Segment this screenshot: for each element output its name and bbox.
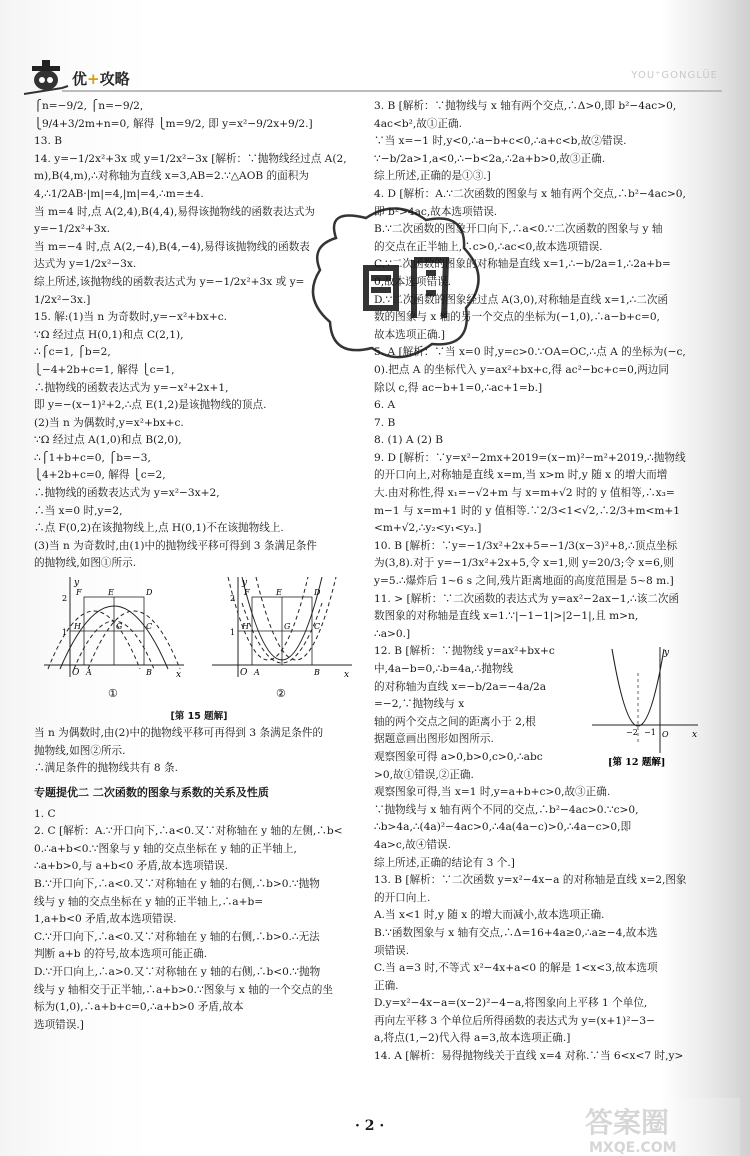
text-line: ∴⎧c=1, ⎧b=2, bbox=[34, 346, 111, 359]
text-line: 2. C [解析：A.∵开口向下,∴a<0.又∵对称轴在 y 轴的左侧,∴b< bbox=[34, 825, 343, 838]
text-line: 观察图象可得,当 x=1 时,y=a+b+c>0,故③正确. bbox=[374, 786, 611, 799]
text-line: m−1 与 x=m+1 时的 y 值相等.∵2/3<1<√2,∴2/3+m<m+1 bbox=[374, 504, 681, 517]
text-line: 再向左平移 3 个单位后所得函数的表达式为 y=(x+1)²−3− bbox=[374, 1014, 655, 1027]
svg-text:B: B bbox=[146, 668, 152, 678]
left-after-figure bbox=[34, 725, 364, 778]
header-pinyin: YOU⁺GONGLÜE bbox=[631, 70, 718, 81]
text-line: a,将点(1,−2)代入得 a=3,故本选项正确.] bbox=[374, 1032, 571, 1045]
text-line: C.∵开口向下,∴a<0.又∵对称轴在 y 轴的右侧,∴b>0.∴无法 bbox=[34, 930, 320, 943]
text-line: D.∵二次函数的图象经过点 A(3,0),对称轴是直线 x=1,∴二次函 bbox=[374, 293, 669, 306]
text-line: 4,∴1/2AB·|m|=4,|m|=4,∴m=±4. bbox=[34, 187, 204, 200]
text-line: 的开口向上. bbox=[374, 891, 431, 904]
text-line: y=5.∴爆炸后 1~6 s 之间,残片距离地面的高度范围是 5~8 m.] bbox=[374, 575, 674, 588]
text-line: 6. A bbox=[374, 399, 396, 412]
svg-text:O: O bbox=[240, 668, 248, 679]
text-line: >0,故①错误,②正确. bbox=[374, 768, 474, 781]
svg-text:E: E bbox=[276, 588, 282, 598]
svg-text:−1: −1 bbox=[644, 728, 656, 738]
svg-text:x: x bbox=[176, 670, 182, 681]
text-line: ∴当 x=0 时,y=2, bbox=[34, 504, 123, 517]
svg-text:−2: −2 bbox=[626, 728, 638, 738]
figure-15-label-2: ② bbox=[276, 687, 286, 701]
figure-15 bbox=[34, 573, 364, 701]
text-line: 轴的两个交点之间的距离小于 2,根 bbox=[374, 715, 536, 728]
text-line: 当 m=−4 时,点 A(2,−4),B(4,−4),易得该抛物线的函数表 bbox=[34, 240, 310, 253]
text-line: B.∵函数图象与 x 轴有交点,∴Δ=16+4a≥0,∴a≥−4,故本选 bbox=[374, 926, 658, 939]
svg-text:G: G bbox=[284, 622, 291, 632]
text-line: 0.∴a+b<0.∵图象与 y 轴的交点坐标在 y 轴的正半轴上, bbox=[34, 842, 297, 855]
text-line: 观察图象可得 a>0,b>0,c>0,∴abc bbox=[374, 750, 543, 763]
text-line: 综上所述,该抛物线的函数表达式为 y=−1/2x²+3x 或 y= bbox=[34, 275, 305, 288]
page-number: · 2 · bbox=[355, 1118, 385, 1134]
section-title: 专题提优二 二次函数的图象与系数的关系及性质 bbox=[34, 786, 269, 799]
svg-text:F: F bbox=[244, 588, 250, 598]
text-line: A.当 x<1 时,y 随 x 的增大而减小,故本选项正确. bbox=[374, 909, 605, 922]
text-line: 的对称轴为直线 x=−b/2a=−4a/2a bbox=[374, 680, 547, 693]
svg-text:D: D bbox=[146, 588, 153, 598]
text-line: 13. B [解析：∵二次函数 y=x²−4x−a 的对称轴是直线 x=2,图象 bbox=[374, 874, 687, 887]
text-line: ⎧n=−9/2, ⎧n=−9/2, bbox=[34, 100, 144, 112]
text-line: ⎩−4+2b+c=1, 解得 ⎩c=1, bbox=[34, 363, 175, 376]
text-line: 11. > [解析：∵二次函数的表达式为 y=ax²−2ax−1,∴该二次函 bbox=[374, 592, 680, 605]
text-line: <m+√2,∴y₂<y₁<y₃.] bbox=[374, 522, 482, 535]
text-line: 据题意画出图形如图所示. bbox=[374, 733, 494, 746]
svg-text:G: G bbox=[116, 622, 123, 632]
figure-15-caption: [第 15 题解] bbox=[170, 710, 228, 722]
text-line: 故本选项正确.] bbox=[374, 328, 446, 341]
text-line: B.∵开口向下,∴a<0.又∵对称轴在 y 轴的右侧,∴b>0.∵抛物 bbox=[34, 877, 320, 890]
text-line: 14. y=−1/2x²+3x 或 y=1/2x²−3x [解析：∵抛物线经过点 A(2, bbox=[34, 152, 347, 165]
text-line: 9. D [解析：∵y=x²−2mx+2019=(x−m)²−m²+2019,∴抛物线 bbox=[374, 451, 686, 464]
text-line: 中,4a−b=0,∴b=4a,∴抛物线 bbox=[374, 663, 514, 675]
text-line: 线与 y 轴的交点坐标在 y 轴的正半轴上,∴a+b= bbox=[34, 895, 264, 908]
text-line: 4. D [解析：A.∵二次函数的图象与 x 轴有两个交点,∴b²−4ac>0, bbox=[374, 187, 686, 200]
watermark-logo bbox=[575, 1098, 740, 1156]
text-line: 当 m=4 时,点 A(2,4),B(4,4),易得该抛物线的函数表达式为 bbox=[34, 205, 316, 218]
text-line: ∴抛物线的函数表达式为 y=x²−3x+2, bbox=[34, 487, 220, 500]
text-line: ∴⎧1+b+c=0, ⎧b=−3, bbox=[34, 451, 151, 464]
svg-text:D: D bbox=[314, 588, 321, 598]
text-line: C.∵二次函数的图象的对称轴是直线 x=1,∴−b/2a=1,∴2a+b= bbox=[374, 258, 671, 271]
mascot-icon bbox=[22, 58, 74, 98]
svg-text:答案圈: 答案圈 bbox=[585, 1106, 670, 1139]
text-line: 判断 a+b 的符号,故本选项可能正确. bbox=[34, 948, 208, 961]
svg-text:H: H bbox=[74, 622, 81, 632]
text-line: ∴b>4a,∴(4a)²−4ac>0,∴4a(4a−c)>0,∴4a−c>0,即 bbox=[374, 821, 632, 834]
figure-15-part-2 bbox=[212, 577, 352, 700]
text-line: 0).把点 A 的坐标代入 y=ax²+bx+c,得 ac²−bc+c=0,两边同 bbox=[374, 363, 669, 376]
text-line: 选项错误.] bbox=[34, 1018, 84, 1031]
svg-text:2: 2 bbox=[230, 594, 236, 604]
svg-text:x: x bbox=[692, 730, 698, 741]
text-line: 数的图象与 x 轴的另一个交点的坐标为(−1,0),∴a−b+c=0, bbox=[374, 311, 660, 324]
svg-text:F: F bbox=[76, 588, 82, 598]
svg-text:1: 1 bbox=[62, 628, 68, 638]
text-line: 15. 解:(1)当 n 为奇数时,y=−x²+bx+c. bbox=[34, 311, 228, 324]
text-line: 1. C bbox=[34, 807, 56, 820]
text-line: D.∵开口向上,∴a>0.又∵对称轴在 y 轴的右侧,∴b<0.∵抛物 bbox=[34, 965, 321, 978]
text-line: 线与 y 轴相交于正半轴,∴a+b>0.∵图象与 x 轴的一个交点的坐 bbox=[34, 983, 333, 996]
text-line: 14. A [解析：易得抛物线关于直线 x=4 对称.∵当 6<x<7 时,y> bbox=[374, 1050, 684, 1063]
svg-text:C: C bbox=[314, 622, 321, 632]
svg-text:y: y bbox=[74, 578, 80, 589]
text-line: ∴a+b>0,与 a+b<0 矛盾,故本选项错误. bbox=[34, 860, 229, 873]
right-text-block bbox=[374, 98, 700, 643]
text-line: 8. (1) A (2) B bbox=[374, 434, 444, 447]
text-line: ⎩4+2b+c=0, 解得 ⎩c=2, bbox=[34, 469, 166, 482]
text-line: 数图象的对称轴是直线 x=1.∵|−1−1|>|2−1|,且 m>n, bbox=[374, 610, 639, 623]
text-line: ∴满足条件的抛物线共有 8 条. bbox=[34, 762, 178, 775]
text-line: ⎩9/4+3/2m+n=0, 解得 ⎩m=9/2, 即 y=x²−9/2x+9/2.] bbox=[34, 117, 313, 130]
text-line: ∵−b/2a>1,a<0,∴−b<2a,∴2a+b>0,故③正确. bbox=[374, 152, 606, 165]
svg-text:A: A bbox=[86, 668, 92, 678]
logo-text: 优+攻略 bbox=[72, 70, 130, 88]
svg-text:MXQE.COM: MXQE.COM bbox=[589, 1140, 677, 1156]
text-line: 0,故本选项错误. bbox=[374, 275, 452, 288]
text-line: 即 y=−(x−1)²+2,∴点 E(1,2)是该抛物线的顶点. bbox=[34, 399, 267, 412]
text-line: ∵抛物线与 x 轴有两个不同的交点,∴b²−4ac>0.∵c>0, bbox=[374, 803, 639, 816]
text-line: 为(3,8).对于 y=−1/3x²+2x+5,令 x=1,则 y=20/3;令 x=6,则 bbox=[374, 557, 674, 570]
text-line: 3. B [解析：∵抛物线与 x 轴有两个交点,∴Δ>0,即 b²−4ac>0, bbox=[374, 100, 677, 112]
text-line: =−2,∵抛物线与 x bbox=[374, 698, 465, 711]
text-line: (2)当 n 为偶数时,y=x²+bx+c. bbox=[34, 416, 184, 429]
question-12-block bbox=[374, 643, 700, 1065]
logo bbox=[22, 58, 152, 98]
svg-text:O: O bbox=[72, 668, 80, 679]
text-line: 综上所述,正确的结论有 3 个.] bbox=[374, 856, 515, 869]
svg-text:x: x bbox=[344, 670, 350, 681]
svg-text:A: A bbox=[254, 668, 260, 678]
text-line: 的开口向上,对称轴是直线 x=m,当 x>m 时,y 随 x 的增大而增 bbox=[374, 469, 668, 482]
text-line: y=−1/2x²+3x. bbox=[34, 223, 110, 236]
text-line: D.y=x²−4x−a=(x−2)²−4−a,将图象向上平移 1 个单位, bbox=[374, 997, 648, 1010]
svg-text:y: y bbox=[242, 578, 248, 589]
text-line: ∴点 F(0,2)在该抛物线上,点 H(0,1)不在该抛物线上. bbox=[34, 522, 284, 535]
text-line: ∵Ω 经过点 H(0,1)和点 C(2,1), bbox=[34, 328, 184, 341]
text-line: ∴抛物线的函数表达式为 y=−x²+2x+1, bbox=[34, 381, 229, 394]
text-line: ∴a>0.] bbox=[374, 627, 411, 640]
text-line: C.当 a=3 时,不等式 x²−4x+a<0 的解是 1<x<3,故本选项 bbox=[374, 962, 658, 975]
text-line: 4a>c,故④错误. bbox=[374, 838, 451, 851]
seal-stamp bbox=[296, 198, 492, 368]
section-answers bbox=[34, 806, 364, 1035]
text-line: m),B(4,m),∴对称轴为直线 x=3,AB=2.∵△AOB 的面积为 bbox=[34, 170, 309, 183]
text-line: 当 n 为偶数时,由(2)中的抛物线平移可再得到 3 条满足条件的 bbox=[34, 727, 324, 740]
svg-text:1: 1 bbox=[230, 628, 236, 638]
svg-text:O: O bbox=[662, 730, 669, 740]
figure-12-caption: [第 12 题解] bbox=[608, 757, 666, 769]
page-header bbox=[22, 58, 722, 100]
text-line: 综上所述,正确的是①③.] bbox=[374, 170, 491, 183]
text-line: 4ac<b²,故①正确. bbox=[374, 117, 463, 130]
text-line: 大.由对称性,得 x₁=−√2+m 与 x=m+√2 时的 y 值相等,∴x₃= bbox=[374, 487, 675, 500]
text-line: ∵当 x=−1 时,y<0,∴a−b+c<0,∴a+c<b,故②错误. bbox=[374, 135, 627, 148]
text-line: 10. B [解析：∵y=−1/3x²+2x+5=−1/3(x−3)²+8,∴顶点坐标 bbox=[374, 539, 678, 552]
text-line: 1/2x²−3x.] bbox=[34, 293, 91, 306]
svg-text:2: 2 bbox=[62, 594, 68, 604]
figure-15-label-1: ① bbox=[108, 687, 118, 701]
figure-12 bbox=[586, 643, 702, 769]
text-line: 项错误. bbox=[374, 944, 410, 957]
svg-text:E: E bbox=[108, 588, 114, 598]
svg-text:H: H bbox=[242, 622, 249, 632]
text-line: 抛物线,如图②所示. bbox=[34, 744, 126, 757]
text-line: 即 b²>4ac,故本选项错误. bbox=[374, 205, 498, 218]
text-line: 1,a+b<0 矛盾,故本选项错误. bbox=[34, 913, 177, 926]
text-line: 正确. bbox=[374, 979, 399, 992]
svg-text:y: y bbox=[664, 648, 670, 659]
text-line: 标为(1,0),∴a+b+c=0,∴a+b>0 矛盾,故本 bbox=[34, 1001, 244, 1014]
text-line: (3)当 n 为奇数时,由(1)中的抛物线平移可得到 3 条满足条件 bbox=[34, 539, 317, 552]
text-line: B.∵二次函数的图象开口向下,∴a<0.∵二次函数的图象与 y 轴 bbox=[374, 223, 663, 236]
text-line: 13. B bbox=[34, 135, 62, 148]
header-rule bbox=[62, 90, 722, 92]
svg-text:C: C bbox=[146, 622, 153, 632]
text-line: 除以 c,得 ac−b+1=0,∴ac+1=b.] bbox=[374, 381, 543, 394]
figure-15-part-1 bbox=[44, 577, 184, 700]
text-line: 7. B bbox=[374, 416, 396, 429]
text-line: 的交点在正半轴上,∴c>0,∴ac<0,故本选项错误. bbox=[374, 240, 603, 253]
text-line: 达式为 y=1/2x²−3x. bbox=[34, 258, 137, 271]
text-line: 的抛物线,如图①所示. bbox=[34, 557, 137, 570]
text-line: ∵Ω 经过点 A(1,0)和点 B(2,0), bbox=[34, 434, 182, 447]
text-line: 5. A [解析：∵当 x=0 时,y=c>0.∵OA=OC,∴点 A 的坐标为(−c, bbox=[374, 346, 686, 359]
text-line: 12. B [解析：∵抛物线 y=ax²+bx+c bbox=[374, 645, 555, 658]
svg-text:B: B bbox=[314, 668, 320, 678]
